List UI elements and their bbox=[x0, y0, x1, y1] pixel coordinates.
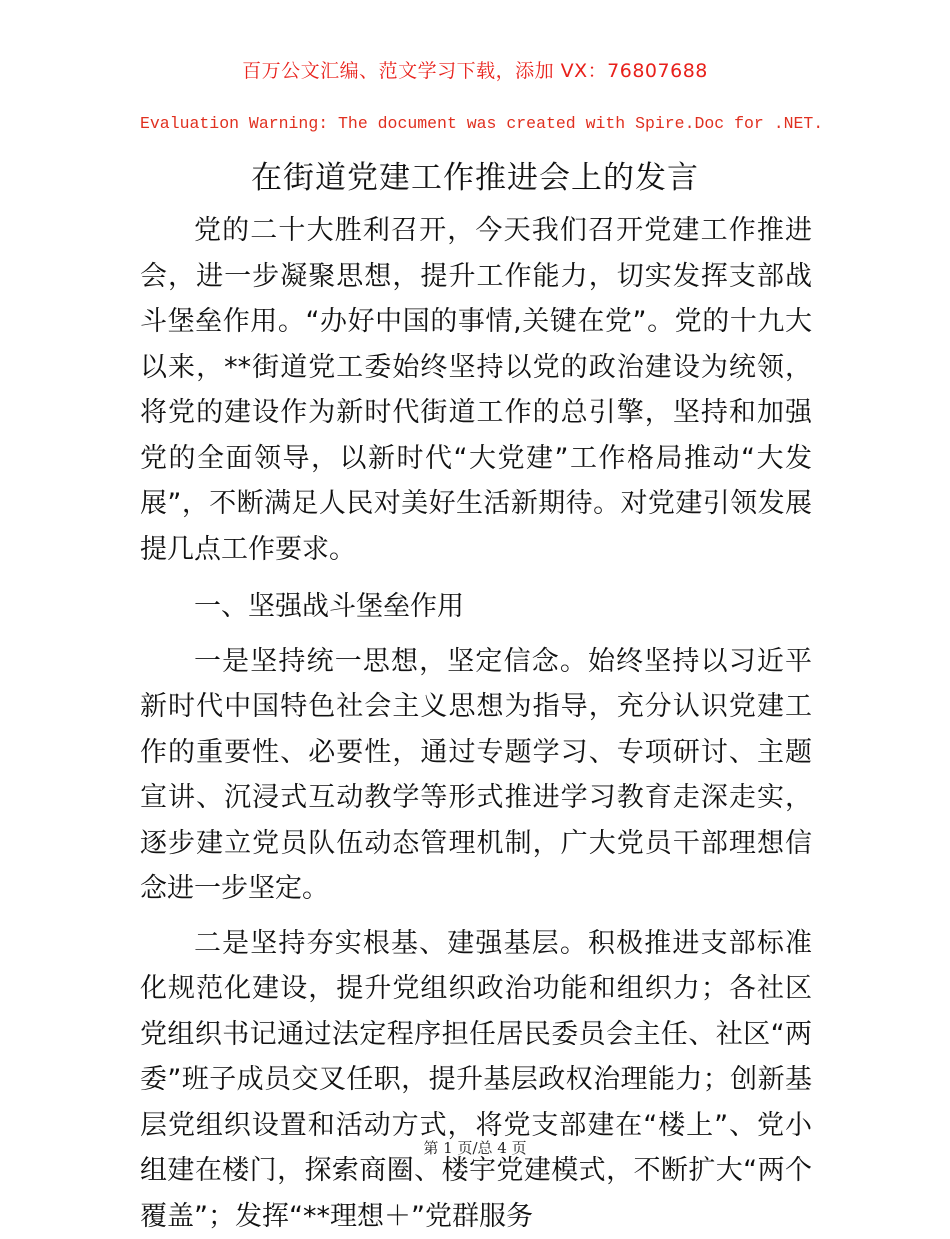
paragraph-intro: 党的二十大胜利召开，今天我们召开党建工作推进会，进一步凝聚思想，提升工作能力，切实发挥支部战斗堡垒作用。“办好中国的事情,关键在党”。党的十九大以来，**街道党工委始终坚持以党的政治建设为统领，将党的建设作为新时代街道工作的总引擎，坚持和加强党的全面领导，以新时代“大党建”工作格局推动“大发展”，不断满足人民对美好生活新期待。对党建引领发展提几点工作要求。 bbox=[140, 208, 812, 572]
download-banner: 百万公文汇编、范文学习下载，添加 VX：76807688 bbox=[0, 56, 950, 83]
paragraph-point-two: 二是坚持夯实根基、建强基层。积极推进支部标准化规范化建设，提升党组织政治功能和组织力；各社区党组织书记通过法定程序担任居民委员会主任、社区“两委”班子成员交叉任职，提升基层政权治理能力；创新基层党组织设置和活动方式，将党支部建在“楼上”、党小组建在楼门，探索商圈、楼宇党建模式，不断扩大“两个覆盖”；发挥“**理想＋”党群服务 bbox=[140, 921, 812, 1239]
section-heading: 一、坚强战斗堡垒作用 bbox=[140, 584, 812, 630]
evaluation-warning: Evaluation Warning: The document was created with Spire.Doc for .NET. bbox=[140, 114, 900, 133]
paragraph-point-one: 一是坚持统一思想，坚定信念。始终坚持以习近平新时代中国特色社会主义思想为指导，充分认识党建工作的重要性、必要性，通过专题学习、专项研讨、主题宣讲、沉浸式互动教学等形式推进学习教育走深走实，逐步建立党员队伍动态管理机制，广大党员干部理想信念进一步坚定。 bbox=[140, 639, 812, 912]
document-body bbox=[140, 208, 812, 1239]
page-number: 第 1 页/总 4 页 bbox=[0, 1137, 950, 1158]
document-title: 在街道党建工作推进会上的发言 bbox=[0, 152, 950, 197]
